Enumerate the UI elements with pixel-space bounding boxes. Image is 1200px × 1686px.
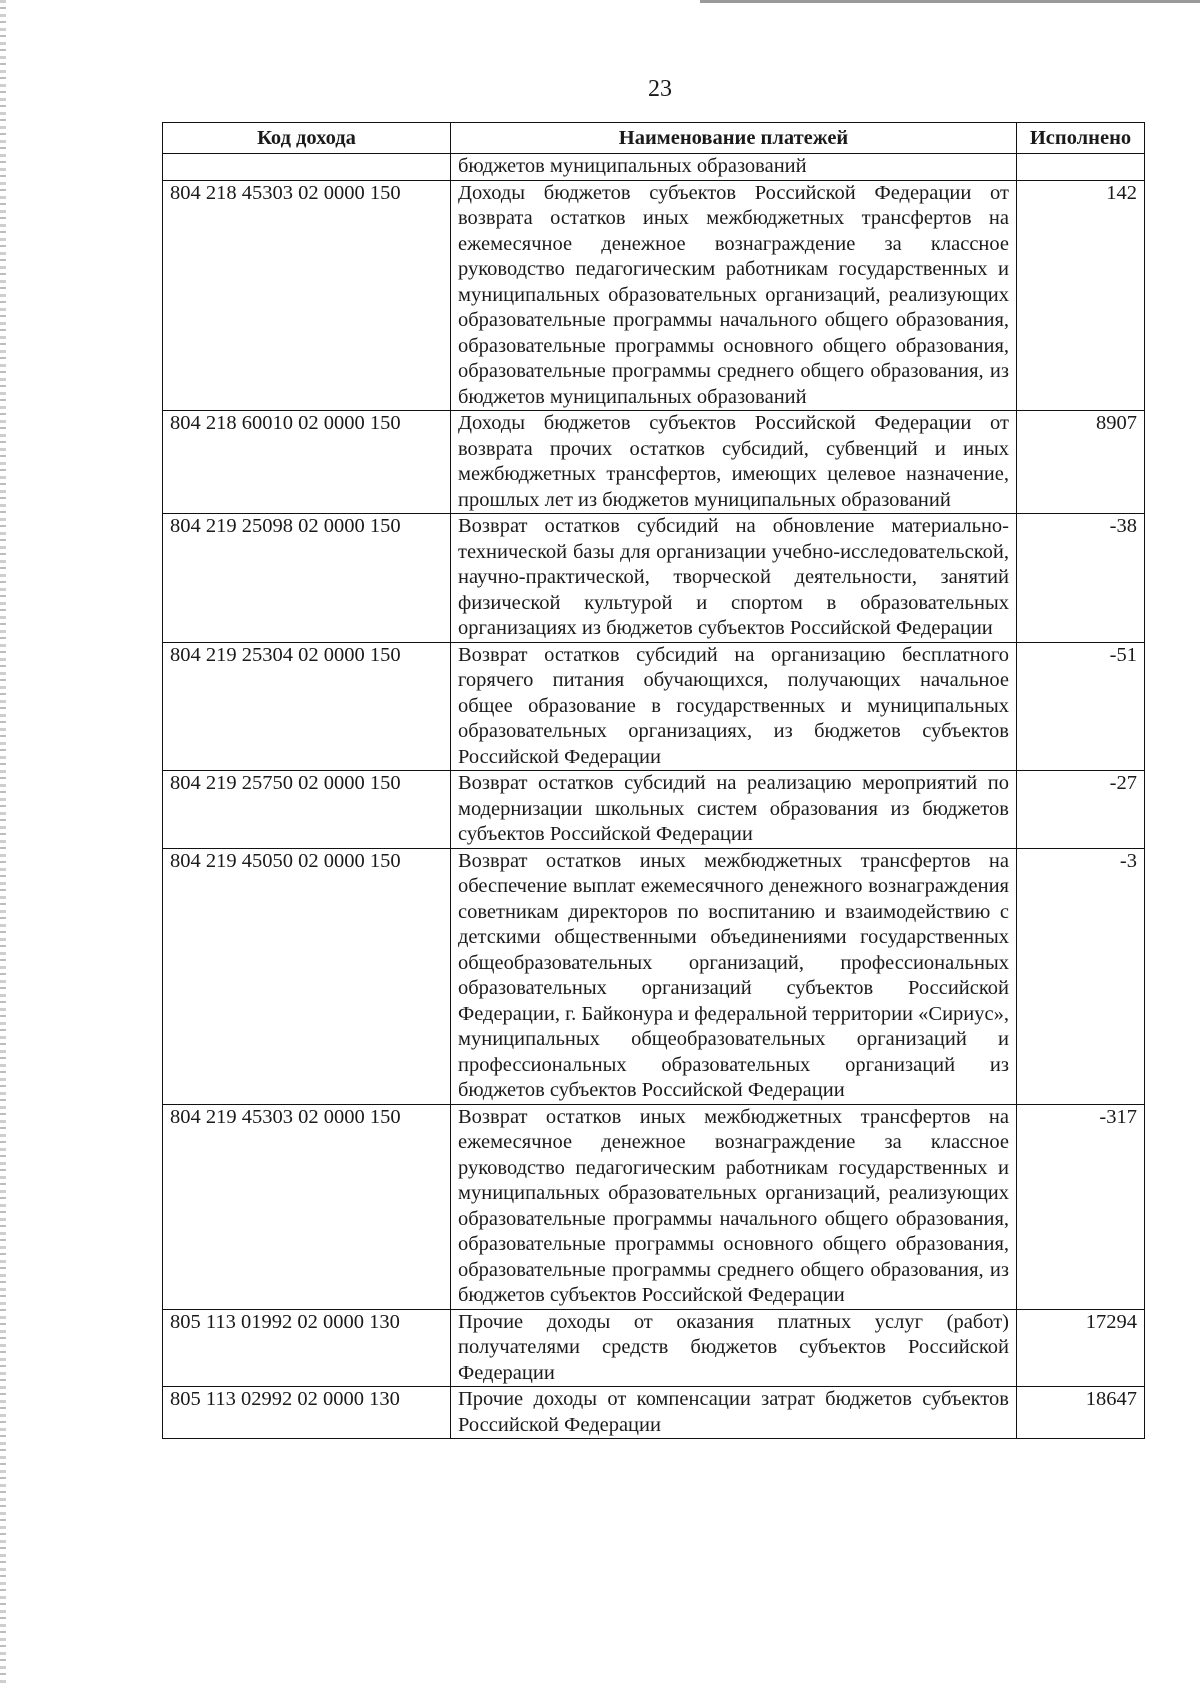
row-code: 804 218 45303 02 0000 150 bbox=[163, 180, 451, 411]
table-header-row bbox=[163, 123, 1145, 154]
row-amount: -38 bbox=[1017, 514, 1145, 643]
table-row bbox=[163, 154, 1145, 181]
row-code: 804 219 45050 02 0000 150 bbox=[163, 848, 451, 1104]
row-amount bbox=[1017, 154, 1145, 181]
header-code: Код дохода bbox=[163, 123, 451, 154]
row-code: 804 219 25750 02 0000 150 bbox=[163, 771, 451, 849]
row-name: Возврат остатков иных межбюджетных трансфертов на ежемесячное денежное вознаграждение за классное руководство педагогическим работникам государственных и муниципальных образовательных организаций, реализующих образовательные программы начального общего образования, образовательные программы основного общего образования, образовательные программы среднего общего образования, из бюджетов субъектов Российской Федерации bbox=[451, 1104, 1017, 1309]
table-row bbox=[163, 514, 1145, 643]
row-amount: 142 bbox=[1017, 180, 1145, 411]
row-name: бюджетов муниципальных образований bbox=[451, 154, 1017, 181]
header-executed: Исполнено bbox=[1017, 123, 1145, 154]
page-number: 23 bbox=[648, 76, 672, 102]
table-row bbox=[163, 1104, 1145, 1309]
revenue-table bbox=[162, 122, 1145, 1439]
scan-edge bbox=[0, 0, 6, 1686]
table-row bbox=[163, 771, 1145, 849]
row-amount: -51 bbox=[1017, 642, 1145, 771]
row-name: Возврат остатков субсидий на обновление материально-технической базы для организации учебно-исследовательской, научно-практической, творческой деятельности, занятий физической культурой и спортом в образовательных организациях из бюджетов субъектов Российской Федерации bbox=[451, 514, 1017, 643]
table-row bbox=[163, 1387, 1145, 1439]
table-row bbox=[163, 180, 1145, 411]
header-name: Наименование платежей bbox=[451, 123, 1017, 154]
row-name: Прочие доходы от оказания платных услуг (работ) получателями средств бюджетов субъектов Российской Федерации bbox=[451, 1309, 1017, 1387]
row-amount: 18647 bbox=[1017, 1387, 1145, 1439]
row-code: 805 113 01992 02 0000 130 bbox=[163, 1309, 451, 1387]
row-amount: 8907 bbox=[1017, 411, 1145, 514]
row-name: Возврат остатков субсидий на реализацию мероприятий по модернизации школьных систем образования из бюджетов субъектов Российской Федерации bbox=[451, 771, 1017, 849]
row-name: Прочие доходы от компенсации затрат бюджетов субъектов Российской Федерации bbox=[451, 1387, 1017, 1439]
row-name: Доходы бюджетов субъектов Российской Федерации от возврата прочих остатков субсидий, субвенций и иных межбюджетных трансфертов, имеющих целевое назначение, прошлых лет из бюджетов муниципальных образований bbox=[451, 411, 1017, 514]
table-row bbox=[163, 848, 1145, 1104]
row-code: 804 219 25304 02 0000 150 bbox=[163, 642, 451, 771]
row-amount: -317 bbox=[1017, 1104, 1145, 1309]
row-code: 805 113 02992 02 0000 130 bbox=[163, 1387, 451, 1439]
table-row bbox=[163, 411, 1145, 514]
row-name: Возврат остатков иных межбюджетных трансфертов на обеспечение выплат ежемесячного денежного вознаграждения советникам директоров по воспитанию и взаимодействию с детскими общественными объединениями государственных общеобразовательных организаций, профессиональных образовательных организаций субъектов Российской Федерации, г. Байконура и федеральной территории «Сириус», муниципальных общеобразовательных организаций и профессиональных образовательных организаций из бюджетов субъектов Российской Федерации bbox=[451, 848, 1017, 1104]
row-code: 804 219 45303 02 0000 150 bbox=[163, 1104, 451, 1309]
row-code bbox=[163, 154, 451, 181]
row-name: Доходы бюджетов субъектов Российской Федерации от возврата остатков иных межбюджетных трансфертов на ежемесячное денежное вознаграждение за классное руководство педагогическим работникам государственных и муниципальных образовательных организаций, реализующих образовательные программы начального общего образования, образовательные программы основного общего образования, образовательные программы среднего общего образования, из бюджетов муниципальных образований bbox=[451, 180, 1017, 411]
row-amount: -27 bbox=[1017, 771, 1145, 849]
row-amount: -3 bbox=[1017, 848, 1145, 1104]
row-name: Возврат остатков субсидий на организацию бесплатного горячего питания обучающихся, получающих начальное общее образование в государственных и муниципальных образовательных организациях, из бюджетов субъектов Российской Федерации bbox=[451, 642, 1017, 771]
scan-top-line bbox=[700, 0, 1200, 3]
table-row bbox=[163, 642, 1145, 771]
table-row bbox=[163, 1309, 1145, 1387]
row-amount: 17294 bbox=[1017, 1309, 1145, 1387]
row-code: 804 218 60010 02 0000 150 bbox=[163, 411, 451, 514]
row-code: 804 219 25098 02 0000 150 bbox=[163, 514, 451, 643]
